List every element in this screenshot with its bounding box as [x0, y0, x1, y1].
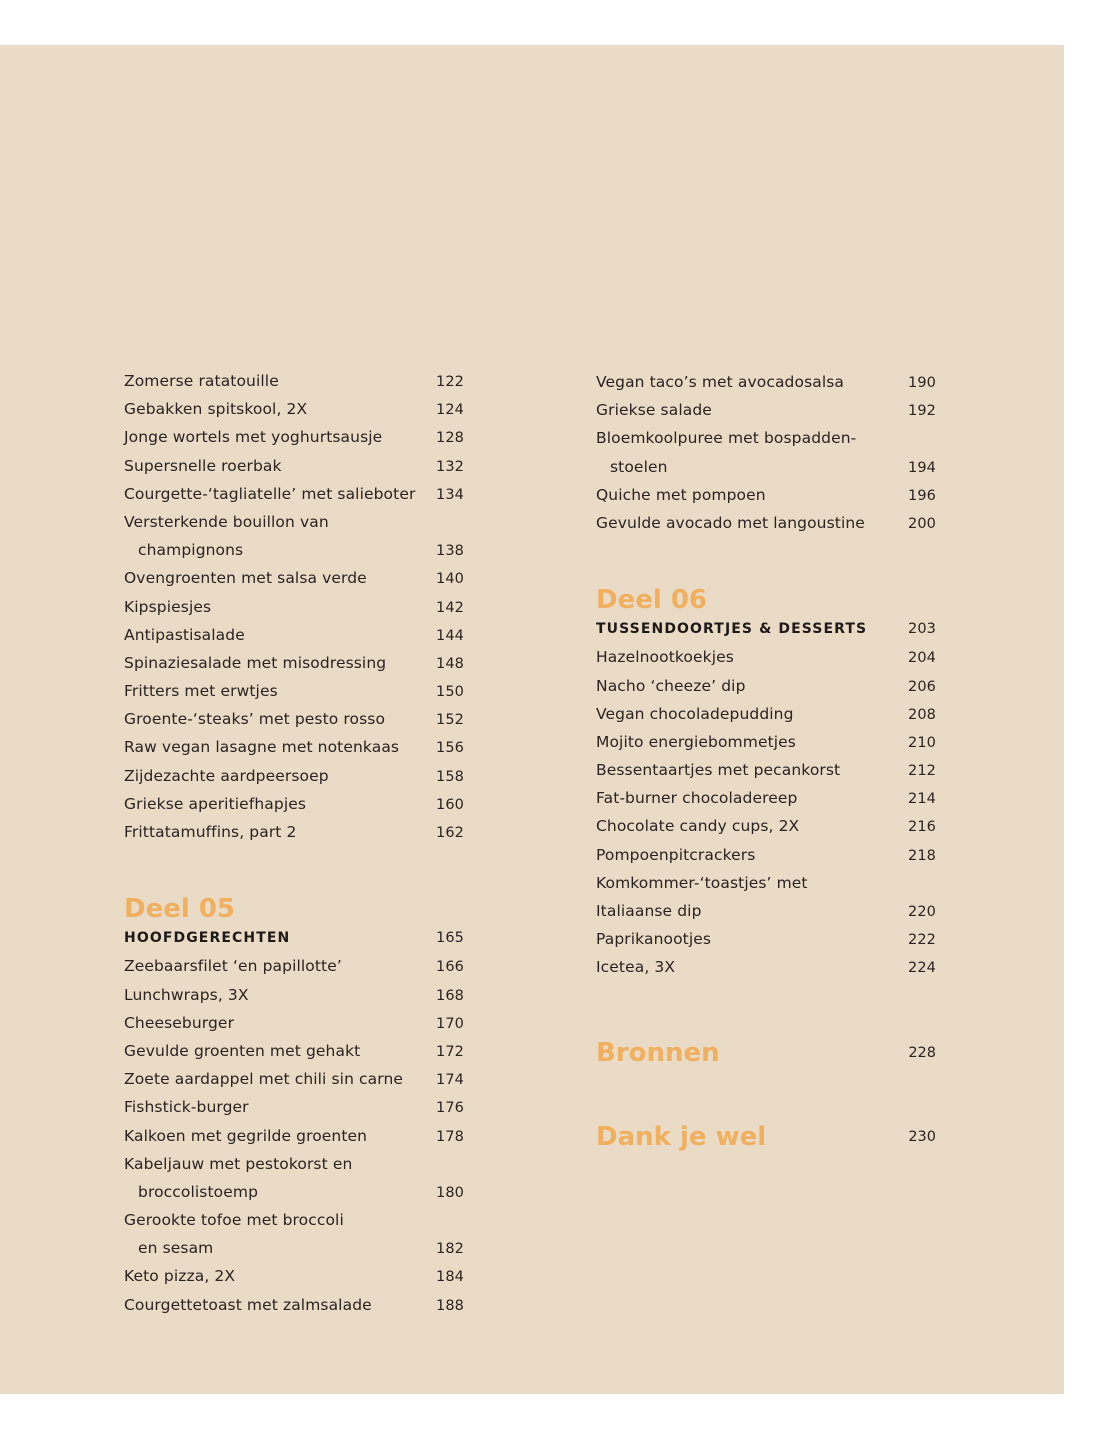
toc-entry[interactable] [124, 1153, 464, 1181]
entry-title: Spinaziesalade met misodressing [124, 653, 387, 672]
toc-entry[interactable] [124, 596, 464, 624]
entry-title: Italiaanse dip [596, 902, 702, 920]
entry-title: Fritters met erwtjes [124, 682, 278, 701]
page-number: 166 [436, 959, 464, 976]
entry-title: Gevulde avocado met langoustine [596, 513, 865, 532]
page-number: 203 [908, 621, 936, 638]
entry-title: Ovengroenten met salsa verde [124, 569, 367, 588]
entry-title: Fishstick-burger [124, 1098, 249, 1117]
entry-title: Antipastisalade [124, 625, 245, 644]
page-number: 190 [908, 375, 936, 391]
page-number: 142 [436, 599, 464, 616]
deel06-heading: Deel 06 [596, 585, 707, 616]
page-number: 152 [436, 712, 464, 729]
page-number: 230 [908, 1128, 936, 1145]
entry-title: Versterkende bouillon van [124, 512, 329, 531]
entry-title: Vegan chocoladepudding [596, 704, 794, 723]
toc-page [0, 45, 1064, 1394]
toc-entry[interactable] [596, 427, 936, 455]
page-number: 160 [436, 796, 464, 813]
toc-entry[interactable] [124, 984, 464, 1012]
toc-entry[interactable] [124, 1209, 464, 1237]
toc-entry[interactable] [596, 759, 936, 787]
page-number: 220 [908, 904, 936, 920]
deel05-section-label-row[interactable] [124, 927, 464, 955]
page-number: 218 [908, 847, 936, 864]
page-number: 188 [436, 1297, 464, 1314]
entry-title: Komkommer-‘toastjes’ met [596, 873, 808, 892]
toc-entry[interactable] [596, 900, 936, 928]
entry-title: Bessentaartjes met pecankorst [596, 761, 841, 780]
page-number: 222 [908, 932, 936, 949]
bronnen-heading: Bronnen [596, 1037, 720, 1068]
toc-entry[interactable] [124, 1294, 464, 1322]
page-number: 174 [436, 1072, 464, 1089]
toc-entry[interactable] [124, 1181, 464, 1209]
toc-entry[interactable] [596, 787, 936, 815]
page-number: 128 [436, 430, 464, 447]
page-number: 176 [436, 1100, 464, 1117]
entry-title: Cheeseburger [124, 1013, 235, 1032]
entry-title: Kabeljauw met pestokorst en [124, 1154, 353, 1173]
entry-title: Bloemkoolpuree met bospadden- [596, 429, 857, 448]
toc-entry[interactable] [124, 483, 464, 511]
toc-entry[interactable] [596, 646, 936, 674]
page-number: 184 [436, 1269, 464, 1286]
entry-title: Quiche met pompoen [596, 485, 766, 504]
page-number: 124 [436, 402, 464, 419]
entry-title: Zoete aardappel met chili sin carne [124, 1070, 404, 1089]
toc-list-deel05-continued [596, 371, 936, 540]
entry-title: champignons [138, 541, 244, 560]
page-number: 162 [436, 825, 464, 841]
toc-entry[interactable] [124, 567, 464, 595]
toc-entry[interactable] [124, 821, 464, 849]
entry-title: Supersnelle roerbak [124, 456, 282, 475]
deel06-section-label-row[interactable] [596, 618, 936, 646]
entry-title: Jonge wortels met yoghurtsausje [124, 428, 383, 447]
entry-title: Kipspiesjes [124, 597, 212, 616]
toc-entry[interactable] [596, 512, 936, 540]
entry-title: Lunchwraps, 3X [124, 985, 249, 1004]
page-number: 216 [908, 819, 936, 836]
page-number: 178 [436, 1128, 464, 1145]
entry-title: Pompoenpitcrackers [596, 845, 756, 864]
toc-entry[interactable] [124, 426, 464, 454]
entry-title: Gerookte tofoe met broccoli [124, 1211, 344, 1230]
page-number: 156 [436, 740, 464, 757]
toc-entry[interactable] [124, 1237, 464, 1265]
entry-title: Nacho ‘cheeze’ dip [596, 676, 746, 695]
entry-title: Frittatamuffins, part 2 [124, 823, 297, 841]
page-number: 140 [436, 571, 464, 588]
page-number: 206 [908, 678, 936, 695]
deel05-heading: Deel 05 [124, 894, 235, 925]
page-number: 148 [436, 655, 464, 672]
section-label: HOOFDGERECHTEN [124, 930, 291, 947]
section-label: TUSSENDOORTJES & DESSERTS [596, 621, 868, 638]
entry-title: Zeebaarsfilet ‘en papillotte’ [124, 957, 342, 976]
page-number: 144 [436, 627, 464, 644]
toc-entry[interactable] [124, 736, 464, 764]
spacer [124, 849, 464, 891]
page-number: 196 [908, 487, 936, 504]
dank-je-wel-heading: Dank je wel [596, 1121, 767, 1152]
toc-left-column [124, 370, 464, 1322]
toc-list-deel05 [124, 955, 464, 1321]
page-number: 204 [908, 650, 936, 667]
toc-entry[interactable] [124, 455, 464, 483]
toc-entry[interactable] [596, 872, 936, 900]
toc-entry[interactable] [596, 371, 936, 399]
toc-entry[interactable] [124, 1265, 464, 1293]
page-number: 182 [436, 1241, 464, 1258]
toc-entry[interactable] [596, 399, 936, 427]
entry-title: Courgette-‘tagliatelle’ met salieboter [124, 484, 416, 503]
dank-je-wel-row[interactable] [596, 1113, 936, 1161]
toc-entry[interactable] [124, 624, 464, 652]
entry-title: Paprikanootjes [596, 930, 712, 949]
page-number: 134 [436, 486, 464, 503]
toc-entry[interactable] [124, 539, 464, 567]
toc-entry[interactable] [124, 1012, 464, 1040]
page-number: 122 [436, 374, 464, 390]
toc-list-part04-continued [124, 370, 464, 849]
entry-title: Groente-‘steaks’ met pesto rosso [124, 710, 386, 729]
toc-entry[interactable] [124, 511, 464, 539]
toc-entry[interactable] [124, 652, 464, 680]
page-number: 210 [908, 734, 936, 751]
entry-title: en sesam [138, 1239, 214, 1258]
page-number: 168 [436, 987, 464, 1004]
entry-title: Raw vegan lasagne met notenkaas [124, 738, 400, 757]
entry-title: Zijdezachte aardpeersoep [124, 766, 329, 785]
toc-entry[interactable] [596, 956, 936, 984]
toc-entry[interactable] [124, 1068, 464, 1096]
page-number: 214 [908, 791, 936, 808]
page-number: 158 [436, 768, 464, 785]
toc-entry[interactable] [124, 370, 464, 398]
toc-entry[interactable] [596, 484, 936, 512]
toc-entry[interactable] [124, 1125, 464, 1153]
toc-list-deel06 [596, 646, 936, 984]
deel05-section [124, 891, 464, 1322]
entry-title: Zomerse ratatouille [124, 372, 279, 390]
entry-title: Gebakken spitskool, 2X [124, 400, 308, 419]
toc-entry[interactable] [124, 680, 464, 708]
toc-entry[interactable] [124, 1040, 464, 1068]
page-number: 224 [908, 960, 936, 977]
page-number: 194 [908, 459, 936, 476]
entry-title: Vegan taco’s met avocadosalsa [596, 373, 845, 391]
entry-title: Keto pizza, 2X [124, 1267, 236, 1286]
toc-entry[interactable] [124, 793, 464, 821]
toc-entry[interactable] [124, 765, 464, 793]
page-number: 192 [908, 403, 936, 420]
entry-title: Hazelnootkoekjes [596, 648, 734, 667]
page-number: 212 [908, 763, 936, 780]
toc-entry[interactable] [596, 456, 936, 484]
deel06-section [596, 582, 936, 984]
entry-title: stoelen [610, 457, 668, 476]
entry-title: Chocolate candy cups, 2X [596, 817, 800, 836]
entry-title: Courgettetoast met zalmsalade [124, 1295, 372, 1314]
spacer [596, 540, 936, 582]
page-number: 208 [908, 706, 936, 723]
toc-entry[interactable] [596, 675, 936, 703]
entry-title: Kalkoen met gegrilde groenten [124, 1126, 368, 1145]
page-number: 138 [436, 543, 464, 560]
entry-title: Griekse salade [596, 401, 712, 420]
toc-entry[interactable] [596, 703, 936, 731]
entry-title: Griekse aperitiefhapjes [124, 794, 307, 813]
page-number: 132 [436, 458, 464, 475]
toc-entry[interactable] [596, 844, 936, 872]
page-number: 180 [436, 1184, 464, 1201]
toc-entry[interactable] [596, 815, 936, 843]
entry-title: Fat-burner chocoladereep [596, 789, 798, 808]
toc-right-column [596, 371, 936, 1161]
page-number: 165 [436, 930, 464, 947]
bronnen-row[interactable] [596, 1029, 936, 1077]
page-number: 150 [436, 684, 464, 701]
entry-title: Icetea, 3X [596, 958, 676, 977]
toc-entry[interactable] [596, 928, 936, 956]
toc-entry[interactable] [596, 731, 936, 759]
toc-entry[interactable] [124, 1096, 464, 1124]
entry-title: Mojito energiebommetjes [596, 732, 796, 751]
entry-title: Gevulde groenten met gehakt [124, 1041, 361, 1060]
page-number: 228 [908, 1044, 936, 1061]
toc-entry[interactable] [124, 398, 464, 426]
toc-entry[interactable] [124, 708, 464, 736]
page-number: 172 [436, 1043, 464, 1060]
page-number: 200 [908, 515, 936, 532]
toc-entry[interactable] [124, 955, 464, 983]
page-number: 170 [436, 1015, 464, 1032]
entry-title: broccolistoemp [138, 1182, 259, 1201]
